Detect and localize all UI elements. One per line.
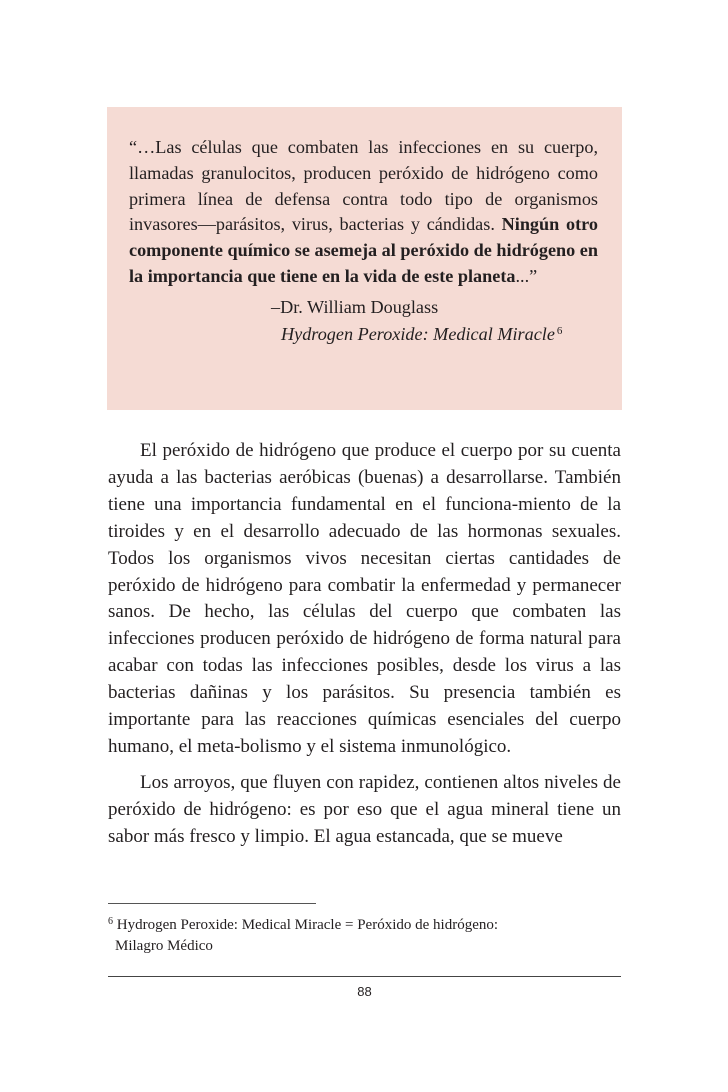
quote-author: –Dr. William Douglass — [271, 296, 439, 317]
quote-attribution — [271, 295, 598, 346]
quote-text-normal: “…Las células que combaten las infecciones en su cuerpo, llamadas granulocitos, producen peróxido de hidrógeno como primera línea de defensa contra todo tipo de organismos invasores—parásitos, virus, bacterias y cándidas. — [129, 137, 598, 235]
quote-box — [107, 107, 622, 410]
paragraph: Los arroyos, que fluyen con rapidez, contienen altos niveles de peróxido de hidrógeno: es por eso que el agua mineral tiene un sabor más fresco y limpio. El agua estancada, que se mueve — [108, 771, 621, 847]
body-text — [108, 438, 621, 851]
quote-text-bold: Ningún otro componente químico se asemeja al peróxido de hidrógeno en la importancia que tiene en la vida de este planeta — [129, 214, 598, 286]
quote-text-end: ...” — [515, 265, 538, 286]
footnote-number: 6 — [108, 916, 113, 927]
quote-book-title-text: Hydrogen Peroxide: Medical Miracle — [281, 323, 555, 344]
quote-book-title — [271, 319, 598, 346]
footnote-reference: 6 — [556, 324, 563, 337]
footnote-divider — [108, 903, 316, 904]
quote-text — [129, 135, 598, 290]
footnote — [108, 911, 628, 957]
footnote-text-continued: Milagro Médico — [115, 938, 213, 954]
page-number: 88 — [357, 984, 372, 999]
page-footer-divider — [108, 976, 621, 977]
paragraph: El peróxido de hidrógeno que produce el cuerpo por su cuenta ayuda a las bacterias aeróbicas (buenas) a desarrollarse. También tiene una importancia fundamental en el funciona-miento de la tiroides y en el desarrollo adecuado de las hormonas sexuales. Todos los organismos vivos necesitan ciertas cantidades de peróxido de hidrógeno para combatir la enfermedad y permanecer sanos. De hecho, las células del cuerpo que combaten las infecciones producen peróxido de hidrógeno de forma natural para acabar con todas las infecciones posibles, desde los virus a las bacterias dañinas y los parásitos. Su presencia también es importante para las reacciones químicas esenciales del cuerpo humano, el meta-bolismo y el sistema inmunológico. — [108, 440, 621, 757]
footnote-text: Hydrogen Peroxide: Medical Miracle = Peróxido de hidrógeno: — [116, 917, 499, 933]
